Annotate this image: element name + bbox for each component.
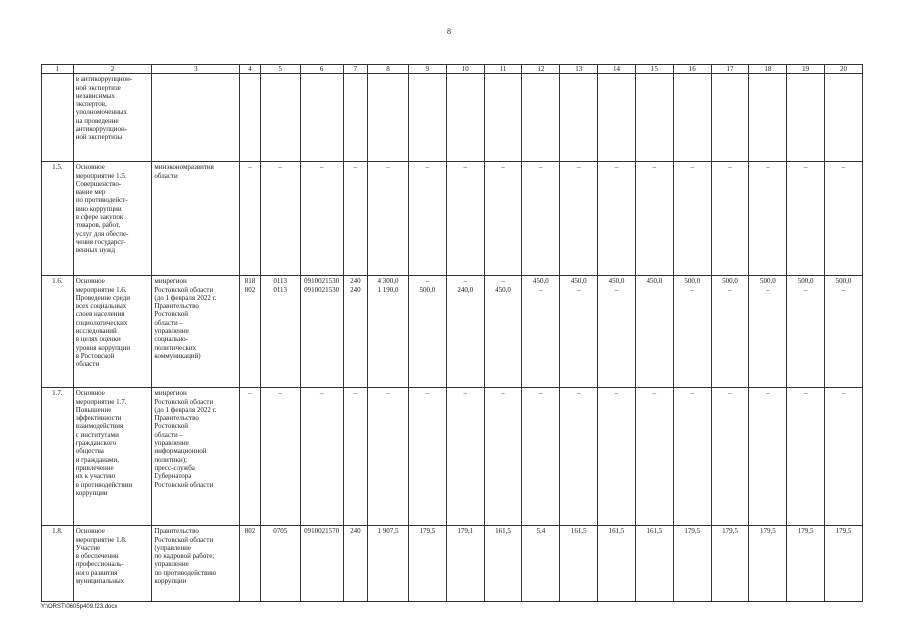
value-cell: – [635,162,673,276]
column-number: 16 [673,65,711,74]
page-number: 8 [447,27,451,36]
value-cell: 179,1 [446,526,484,602]
value-cell: 500,0 – [673,276,711,388]
column-number: 5 [260,65,300,74]
value-cell: 179,5 [749,526,787,602]
file-path-footer: Y:\ORST\0605p409.f23.docx [41,604,118,610]
value-cell: 500,0 – [787,276,825,388]
value-cell [749,74,787,162]
value-cell: 5,4 [522,526,560,602]
value-cell: 450,0 – [522,276,560,388]
measure-name-cell: Основное мероприятие 1.6. Проведение среди всех социальных слоев населения социологических исследований в целях оценки уровня коррупции в Ростовской области [73,276,152,388]
row-number-cell: 1.5. [42,162,74,276]
value-cell: 818 802 [240,276,260,388]
value-cell: 500,0 – [825,276,863,388]
table-row [42,526,863,602]
measure-name-cell: Основное мероприятие 1.7. Повышение эффективности взаимодействия с институтами гражданского общества и гражданами, привлечение их к участию в противодействии коррупции [73,388,152,526]
measure-name-cell: Основное мероприятие 1.5. Совершенство- вание мер по противодейст- вию коррупции в сфере закупок товаров, работ, услуг для обеспе- чения государст- венных нужд [73,162,152,276]
value-cell [408,74,446,162]
value-cell: – [484,388,522,526]
value-cell: – [598,162,636,276]
value-cell: – [825,162,863,276]
value-cell: 0705 [260,526,300,602]
row-number-cell: 1.6. [42,276,74,388]
value-cell: 0910021530 0910021530 [300,276,343,388]
value-cell: – [484,162,522,276]
column-number: 9 [408,65,446,74]
column-number: 10 [446,65,484,74]
column-number: 14 [598,65,636,74]
value-cell: – [300,388,343,526]
value-cell: 240 240 [343,276,368,388]
value-cell: – [560,162,598,276]
value-cell: – [598,388,636,526]
value-cell: – [446,162,484,276]
column-number: 8 [368,65,409,74]
row-number-cell [42,74,74,162]
table-row [42,74,863,162]
value-cell [484,74,522,162]
value-cell: – [408,388,446,526]
column-number: 1 [42,65,74,74]
column-number: 13 [560,65,598,74]
column-number: 17 [711,65,749,74]
column-number: 11 [484,65,522,74]
value-cell [446,74,484,162]
value-cell: – [560,388,598,526]
value-cell: 802 [240,526,260,602]
value-cell: – [300,162,343,276]
value-cell: 450,0 – [598,276,636,388]
column-number: 6 [300,65,343,74]
value-cell: – [368,388,409,526]
value-cell: – [260,388,300,526]
value-cell: – [749,162,787,276]
value-cell: – [240,388,260,526]
column-number: 15 [635,65,673,74]
value-cell: 240 [343,526,368,602]
value-cell [635,74,673,162]
value-cell: – [408,162,446,276]
executor-cell: минрегион Ростовской области (до 1 февраля 2022 г. Правительство Ростовской области – управление социально- политических коммуникаций) [152,276,240,388]
value-cell: – 240,0 [446,276,484,388]
value-cell [787,74,825,162]
value-cell: 500,0 – [711,276,749,388]
value-cell: – 500,0 [408,276,446,388]
row-number-cell: 1.7. [42,388,74,526]
value-cell: – 450,0 [484,276,522,388]
value-cell: – [749,388,787,526]
value-cell: – [522,388,560,526]
column-number: 3 [152,65,240,74]
row-number-cell: 1.8. [42,526,74,602]
executor-cell: минэкономразвития области [152,162,240,276]
value-cell [368,74,409,162]
value-cell: – [522,162,560,276]
value-cell: – [673,162,711,276]
value-cell [598,74,636,162]
value-cell [300,74,343,162]
value-cell: 179,5 [408,526,446,602]
value-cell [522,74,560,162]
value-cell: – [635,388,673,526]
program-table [41,64,863,602]
value-cell: 450,0 [635,276,673,388]
column-number: 19 [787,65,825,74]
value-cell: – [825,388,863,526]
value-cell: – [240,162,260,276]
value-cell: – [673,388,711,526]
value-cell: 161,5 [635,526,673,602]
column-number: 18 [749,65,787,74]
value-cell: 161,5 [598,526,636,602]
value-cell: – [343,162,368,276]
value-cell: – [711,388,749,526]
value-cell: 500,0 – [749,276,787,388]
value-cell: – [711,162,749,276]
value-cell: – [787,162,825,276]
column-number: 7 [343,65,368,74]
value-cell: – [368,162,409,276]
column-number: 20 [825,65,863,74]
value-cell: – [343,388,368,526]
table-row [42,162,863,276]
value-cell: 161,5 [484,526,522,602]
value-cell: 450,0 – [560,276,598,388]
value-cell: 179,5 [787,526,825,602]
value-cell: 179,5 [711,526,749,602]
value-cell: – [446,388,484,526]
value-cell: 179,5 [673,526,711,602]
measure-name-cell: в антикоррупцион- ной экспертизе независимых экспертов, уполномоченных на проведение антикоррупцион- ной экспертизы [73,74,152,162]
value-cell: – [260,162,300,276]
value-cell [825,74,863,162]
value-cell [260,74,300,162]
value-cell: 161,5 [560,526,598,602]
value-cell [711,74,749,162]
value-cell: 0910021570 [300,526,343,602]
executor-cell [152,74,240,162]
column-number-row [42,65,863,74]
measure-name-cell: Основное мероприятие 1.8. Участие в обеспечении профессиональ- ного развития муниципальных [73,526,152,602]
value-cell [673,74,711,162]
value-cell [240,74,260,162]
column-number: 4 [240,65,260,74]
column-number: 2 [73,65,152,74]
value-cell [343,74,368,162]
column-number: 12 [522,65,560,74]
executor-cell: минрегион Ростовской области (до 1 февраля 2022 г. Правительство Ростовской области – управление информационной политики); пресс-служба Губернатора Ростовской области [152,388,240,526]
value-cell: 179,5 [825,526,863,602]
table-row [42,388,863,526]
table-row [42,276,863,388]
value-cell: 0113 0113 [260,276,300,388]
value-cell [560,74,598,162]
value-cell: 1 907,5 [368,526,409,602]
value-cell: 4 300,0 1 190,0 [368,276,409,388]
executor-cell: Правительство Ростовской области (управление по кадровой работе; управление по противодействию коррупции [152,526,240,602]
value-cell: – [787,388,825,526]
